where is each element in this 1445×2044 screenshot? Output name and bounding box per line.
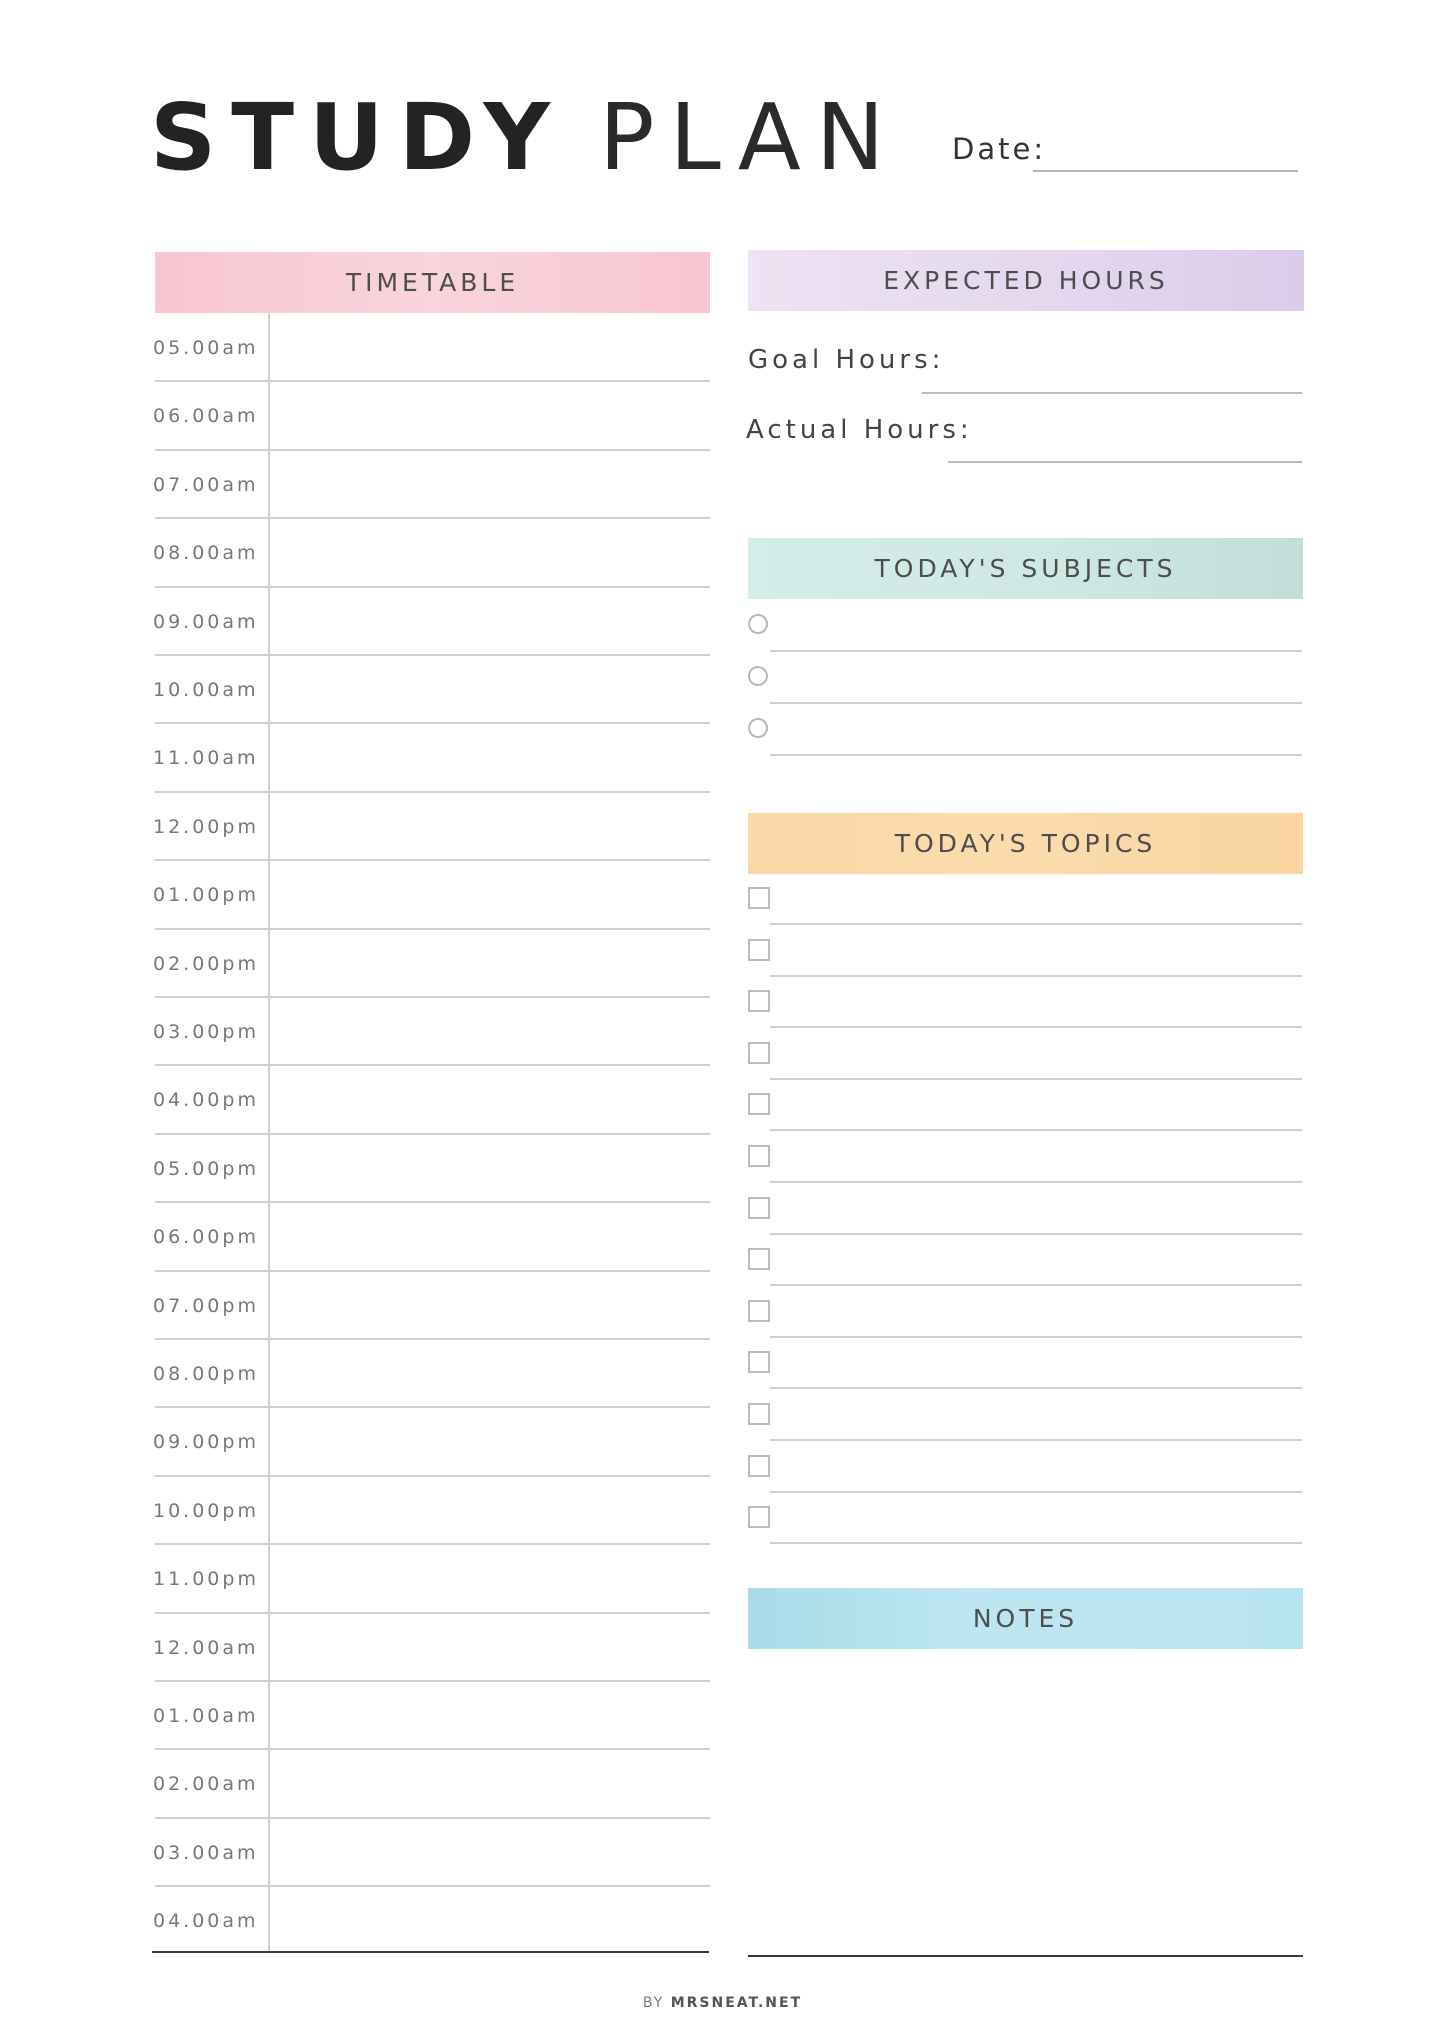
- timetable-slot[interactable]: [270, 1818, 710, 1884]
- timetable-slot[interactable]: [270, 1681, 710, 1747]
- topic-checkbox[interactable]: [748, 1145, 770, 1167]
- timetable-slot[interactable]: [270, 655, 710, 721]
- timetable-time-label: 05.00pm: [153, 1157, 259, 1180]
- expected-hours-heading-label: EXPECTED HOURS: [883, 266, 1169, 295]
- topic-line[interactable]: [770, 975, 1302, 977]
- timetable-slot[interactable]: [270, 518, 710, 584]
- topic-line[interactable]: [770, 923, 1302, 925]
- topic-checkbox[interactable]: [748, 1300, 770, 1322]
- title-light: PLAN: [599, 84, 900, 191]
- timetable-slot[interactable]: [270, 929, 710, 995]
- timetable-time-label: 01.00pm: [153, 884, 259, 907]
- subject-circle-checkbox[interactable]: [748, 614, 768, 634]
- timetable-time-label: 05.00am: [153, 337, 259, 359]
- notes-heading-label: NOTES: [972, 1604, 1079, 1633]
- timetable-slot[interactable]: [270, 1065, 710, 1131]
- page-title: [150, 84, 900, 191]
- subjects-heading-label: TODAY'S SUBJECTS: [874, 554, 1177, 583]
- actual-hours-field[interactable]: [948, 461, 1302, 463]
- topic-line[interactable]: [770, 1542, 1302, 1544]
- timetable-time-label: 08.00am: [153, 542, 259, 565]
- topic-line[interactable]: [770, 1181, 1302, 1183]
- goal-hours-label: Goal Hours:: [748, 345, 945, 375]
- timetable-time-label: 02.00pm: [153, 952, 259, 975]
- date-field[interactable]: [1033, 170, 1298, 172]
- subject-line[interactable]: [770, 650, 1302, 652]
- timetable-slot[interactable]: [270, 1134, 710, 1200]
- timetable-time-label: 07.00pm: [153, 1294, 259, 1317]
- footer-brand: MRSNEAT.NET: [670, 1995, 803, 2011]
- subjects-heading: [748, 538, 1303, 599]
- timetable-slot[interactable]: [270, 381, 710, 447]
- timetable-slot[interactable]: [270, 450, 710, 516]
- topics-heading-label: TODAY'S TOPICS: [894, 829, 1157, 858]
- topic-checkbox[interactable]: [748, 1248, 770, 1270]
- topic-line[interactable]: [770, 1387, 1302, 1389]
- timetable-time-label: 02.00am: [153, 1773, 259, 1796]
- timetable-slot[interactable]: [270, 313, 710, 379]
- goal-hours-field[interactable]: [922, 392, 1302, 394]
- topic-checkbox[interactable]: [748, 1093, 770, 1115]
- topic-line[interactable]: [770, 1233, 1302, 1235]
- timetable-time-label: 09.00pm: [153, 1431, 259, 1454]
- notes-area[interactable]: [748, 1652, 1303, 1952]
- timetable-time-label: 12.00pm: [153, 815, 259, 838]
- timetable-time-label: 04.00am: [153, 1910, 259, 1933]
- timetable-slot[interactable]: [270, 1271, 710, 1337]
- subject-circle-checkbox[interactable]: [748, 718, 768, 738]
- timetable-bottom-line: [152, 1951, 709, 1953]
- timetable-slot[interactable]: [270, 792, 710, 858]
- topic-line[interactable]: [770, 1129, 1302, 1131]
- timetable-slot[interactable]: [270, 1407, 710, 1473]
- timetable-slot[interactable]: [270, 587, 710, 653]
- timetable-time-label: 08.00pm: [153, 1363, 259, 1385]
- expected-hours-heading: [748, 250, 1304, 311]
- topic-checkbox[interactable]: [748, 887, 770, 909]
- subject-line[interactable]: [770, 702, 1302, 704]
- timetable-slot[interactable]: [270, 1202, 710, 1268]
- timetable-time-label: 03.00pm: [153, 1021, 259, 1043]
- topic-checkbox[interactable]: [748, 1403, 770, 1425]
- timetable-time-label: 01.00am: [153, 1705, 259, 1727]
- topic-checkbox[interactable]: [748, 990, 770, 1012]
- timetable-time-label: 10.00pm: [153, 1499, 259, 1522]
- actual-hours-label: Actual Hours:: [746, 415, 973, 445]
- footer-by: BY: [642, 1995, 665, 2011]
- timetable-slot[interactable]: [270, 1476, 710, 1542]
- subject-circle-checkbox[interactable]: [748, 666, 768, 686]
- topic-line[interactable]: [770, 1336, 1302, 1338]
- timetable-slot[interactable]: [270, 1749, 710, 1815]
- topic-checkbox[interactable]: [748, 1455, 770, 1477]
- topic-line[interactable]: [770, 1026, 1302, 1028]
- timetable-heading: [155, 252, 710, 313]
- footer-credit: [0, 1995, 1445, 2011]
- timetable-time-label: 10.00am: [153, 679, 259, 701]
- timetable-slot[interactable]: [270, 1544, 710, 1610]
- timetable-heading-label: TIMETABLE: [345, 268, 520, 297]
- notes-bottom-line: [748, 1955, 1303, 1957]
- topic-line[interactable]: [770, 1491, 1302, 1493]
- timetable-slot[interactable]: [270, 1613, 710, 1679]
- timetable-time-label: 07.00am: [153, 473, 259, 496]
- timetable-time-label: 06.00am: [153, 405, 259, 428]
- timetable-time-label: 11.00pm: [153, 1568, 259, 1591]
- date-label: Date:: [952, 132, 1047, 166]
- timetable-time-label: 11.00am: [153, 747, 259, 770]
- timetable-slot[interactable]: [270, 860, 710, 926]
- topic-checkbox[interactable]: [748, 939, 770, 961]
- timetable-time-label: 04.00pm: [153, 1089, 259, 1112]
- timetable-slot[interactable]: [270, 723, 710, 789]
- topic-checkbox[interactable]: [748, 1042, 770, 1064]
- topics-heading: [748, 813, 1303, 874]
- topic-checkbox[interactable]: [748, 1506, 770, 1528]
- timetable-slot[interactable]: [270, 997, 710, 1063]
- timetable-time-label: 09.00am: [153, 610, 259, 633]
- timetable-time-label: 03.00am: [153, 1841, 259, 1864]
- timetable-time-label: 06.00pm: [153, 1226, 259, 1249]
- timetable-slot[interactable]: [270, 1339, 710, 1405]
- topic-checkbox[interactable]: [748, 1197, 770, 1219]
- topic-checkbox[interactable]: [748, 1351, 770, 1373]
- topic-line[interactable]: [770, 1284, 1302, 1286]
- timetable-slot[interactable]: [270, 1886, 710, 1952]
- timetable-time-label: 12.00am: [153, 1636, 259, 1659]
- title-bold: STUDY: [150, 84, 566, 191]
- notes-heading: [748, 1588, 1303, 1649]
- subject-line[interactable]: [770, 754, 1302, 756]
- topic-line[interactable]: [770, 1078, 1302, 1080]
- topic-line[interactable]: [770, 1439, 1302, 1441]
